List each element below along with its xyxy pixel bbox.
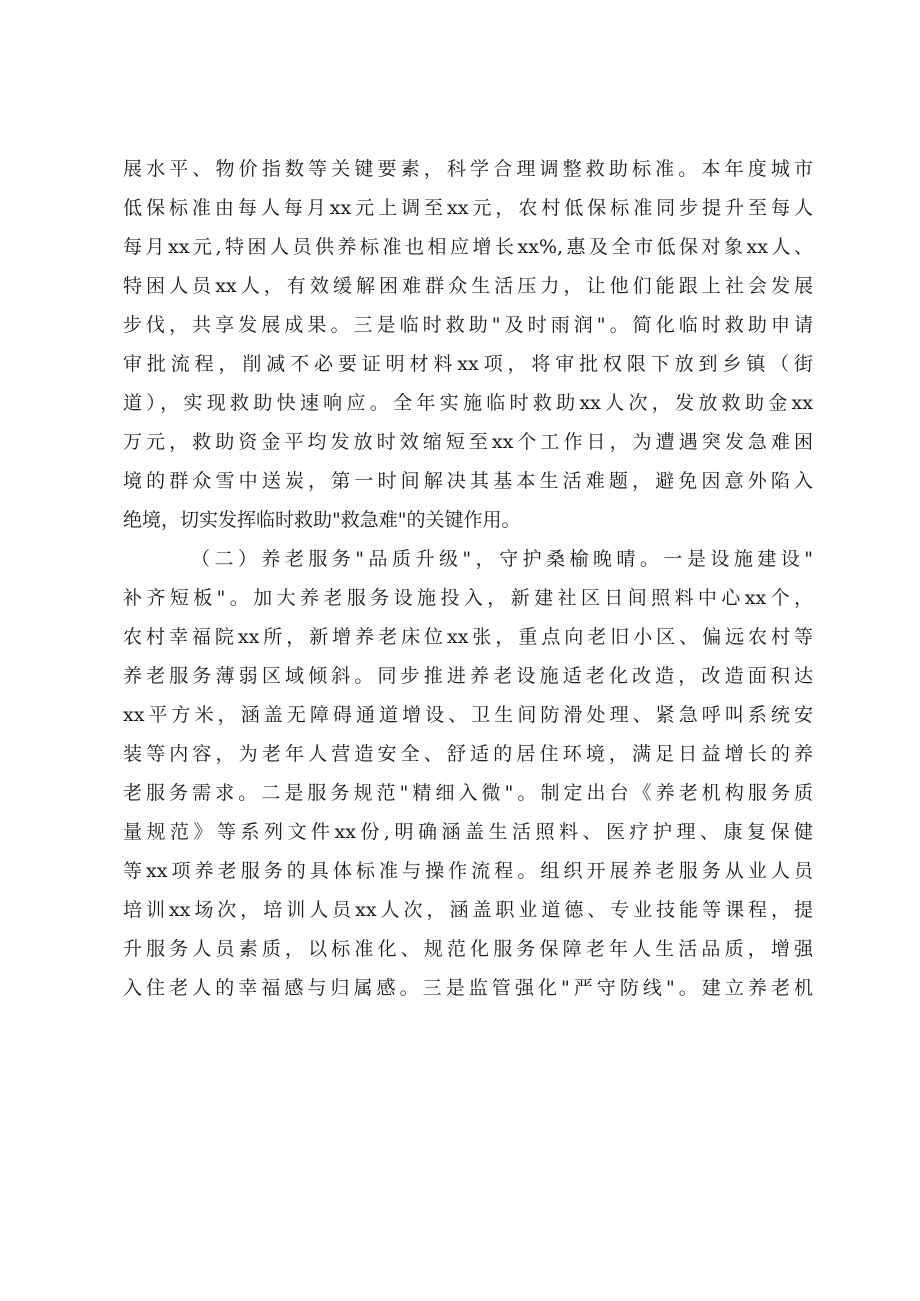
text-line: 装等内容，为老年人营造安全、舒适的居住环境，满足日益增长的养: [123, 743, 813, 765]
text-line: 特困人员xx人，有效缓解困难群众生活压力，让他们能跟上社会发展: [123, 275, 813, 297]
text-line: 步伐，共享发展成果。三是临时救助"及时雨润"。简化临时救助申请: [123, 314, 813, 336]
text-line: 养老服务薄弱区域倾斜。同步推进养老设施适老化改造，改造面积达: [123, 665, 813, 687]
text-line: 展水平、物价指数等关键要素，科学合理调整救助标准。本年度城市: [123, 158, 813, 180]
text-line: 农村幸福院xx所，新增养老床位xx张，重点向老旧小区、偏远农村等: [123, 626, 813, 648]
paragraph-end-line: 绝境，切实发挥临时救助"救急难"的关键作用。: [123, 509, 521, 531]
text-line: 入住老人的幸福感与归属感。三是监管强化"严守防线"。建立养老机: [123, 977, 813, 999]
text-line: 等xx项养老服务的具体标准与操作流程。组织开展养老服务从业人员: [123, 860, 813, 882]
text-line: 道），实现救助快速响应。全年实施临时救助xx人次，发放救助金xx: [123, 392, 813, 414]
text-line: 升服务人员素质，以标准化、规范化服务保障老年人生活品质，增强: [123, 938, 813, 960]
section-heading-line: （二）养老服务"品质升级"，守护桑榆晚晴。一是设施建设": [191, 548, 813, 570]
text-line: 每月xx元,特困人员供养标准也相应增长xx%,惠及全市低保对象xx人、: [123, 236, 813, 258]
text-line: 老服务需求。二是服务规范"精细入微"。制定出台《养老机构服务质: [123, 782, 813, 804]
text-line: 境的群众雪中送炭，第一时间解决其基本生活难题，避免因意外陷入: [123, 470, 813, 492]
text-line: 审批流程，削减不必要证明材料xx项，将审批权限下放到乡镇（街: [123, 353, 813, 375]
text-line: 培训xx场次，培训人员xx人次，涵盖职业道德、专业技能等课程，提: [123, 899, 813, 921]
body-text: [123, 150, 813, 1008]
text-line: 万元，救助资金平均发放时效缩短至xx个工作日，为遭遇突发急难困: [123, 431, 813, 453]
text-line: xx平方米，涵盖无障碍通道增设、卫生间防滑处理、紧急呼叫系统安: [123, 704, 813, 726]
text-line: 低保标准由每人每月xx元上调至xx元，农村低保标准同步提升至每人: [123, 197, 813, 219]
text-line: 量规范》等系列文件xx份,明确涵盖生活照料、医疗护理、康复保健: [123, 821, 813, 843]
text-line: 补齐短板"。加大养老服务设施投入，新建社区日间照料中心xx个，: [123, 587, 813, 609]
